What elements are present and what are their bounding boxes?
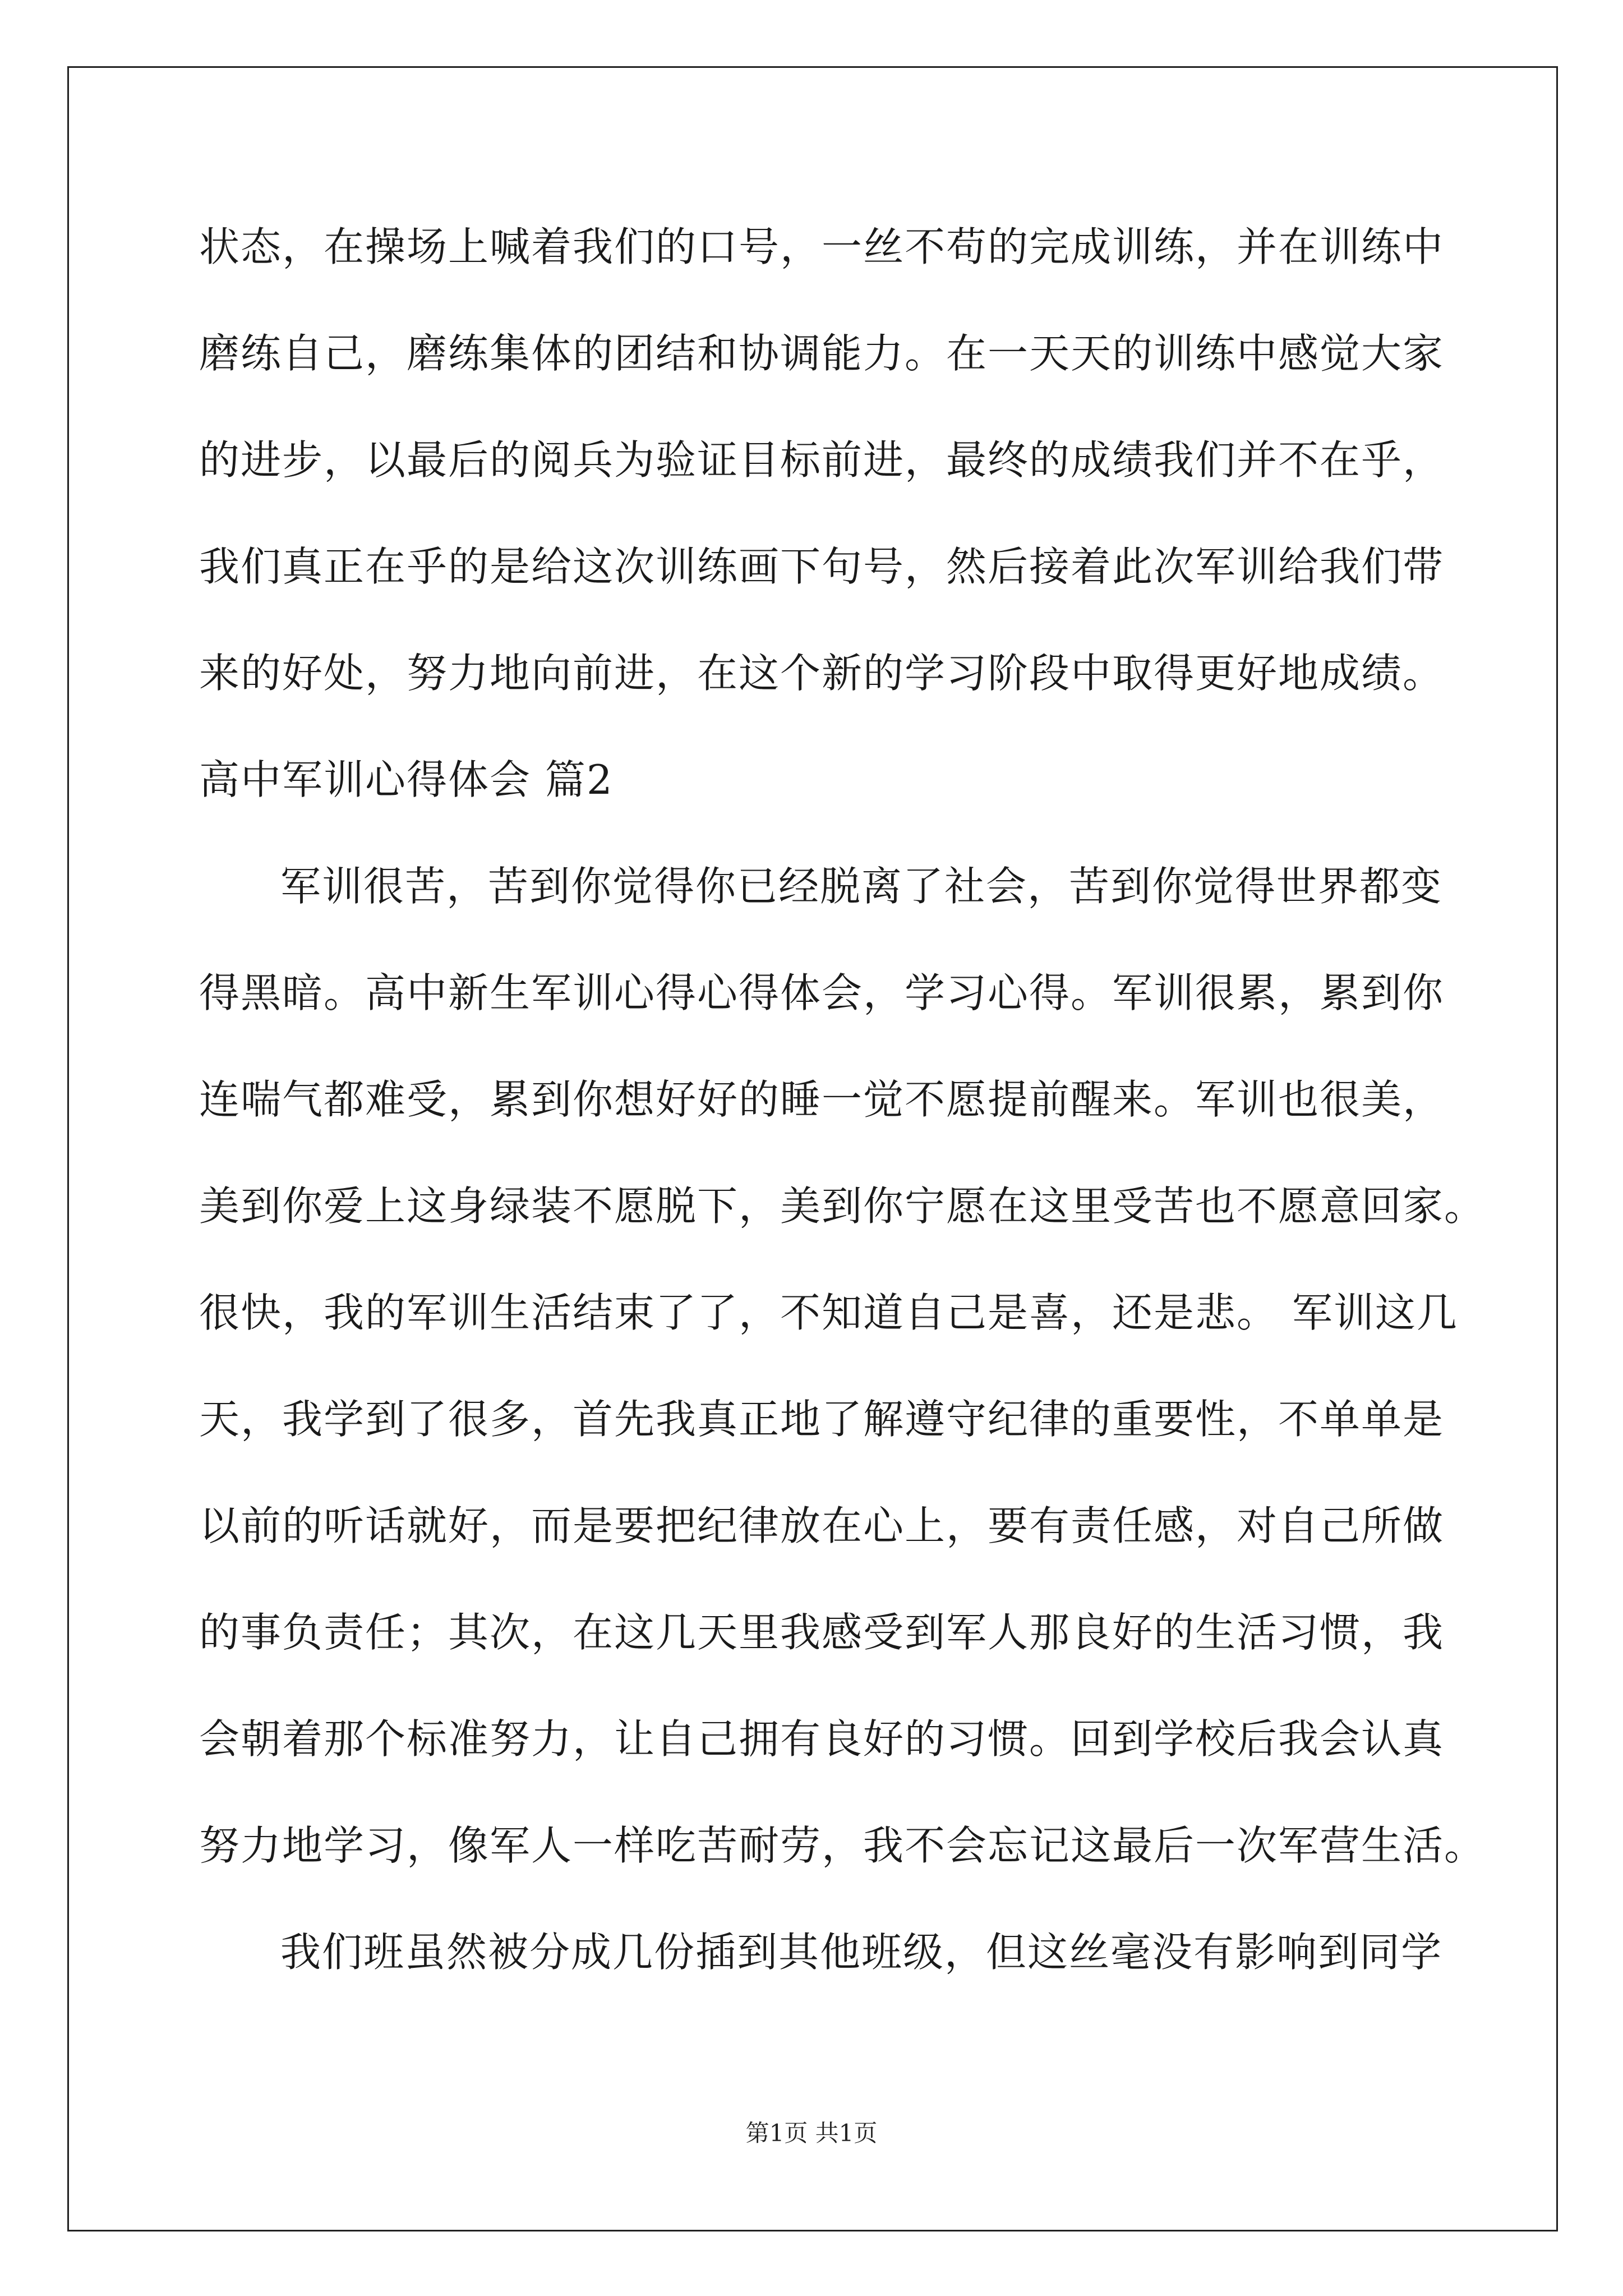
body-line: 美到你爱上这身绿装不愿脱下，美到你宁愿在这里受苦也不愿意回家。: [199, 1182, 1486, 1230]
body-line: 军训很苦，苦到你觉得你已经脱离了社会，苦到你觉得世界都变: [280, 863, 1443, 910]
body-line: 状态，在操场上喊着我们的口号，一丝不苟的完成训练，并在训练中: [199, 223, 1445, 270]
page-frame: [67, 66, 1558, 2231]
body-line: 以前的听话就好，而是要把纪律放在心上，要有责任感，对自己所做: [199, 1502, 1445, 1549]
body-line: 得黑暗。高中新生军训心得心得体会，学习心得。军训很累，累到你: [199, 969, 1445, 1016]
body-line: 的事负责任；其次，在这几天里我感受到军人那良好的生活习惯，我: [199, 1609, 1445, 1656]
body-line: 我们真正在乎的是给这次训练画下句号，然后接着此次军训给我们带: [199, 543, 1445, 590]
body-line: 天，我学到了很多，首先我真正地了解遵守纪律的重要性，不单单是: [199, 1396, 1445, 1443]
body-line: 磨练自己，磨练集体的团结和协调能力。在一天天的训练中感觉大家: [199, 330, 1445, 377]
body-line: 会朝着那个标准努力，让自己拥有良好的习惯。回到学校后我会认真: [199, 1715, 1445, 1763]
section-heading: 高中军训心得体会 篇2: [199, 756, 614, 803]
body-line: 我们班虽然被分成几份插到其他班级，但这丝毫没有影响到同学: [280, 1929, 1443, 1976]
body-line: 很快，我的军训生活结束了了，不知道自己是喜，还是悲。 军训这几: [199, 1289, 1458, 1336]
body-line: 来的好处，努力地向前进，在这个新的学习阶段中取得更好地成绩。: [199, 650, 1445, 697]
body-line: 的进步，以最后的阅兵为验证目标前进，最终的成绩我们并不在乎，: [199, 436, 1445, 484]
page-number-footer: 第1页 共1页: [745, 2119, 878, 2147]
body-line: 努力地学习，像军人一样吃苦耐劳，我不会忘记这最后一次军营生活。: [199, 1822, 1486, 1869]
body-line: 连喘气都难受，累到你想好好的睡一觉不愿提前醒来。军训也很美，: [199, 1076, 1445, 1123]
